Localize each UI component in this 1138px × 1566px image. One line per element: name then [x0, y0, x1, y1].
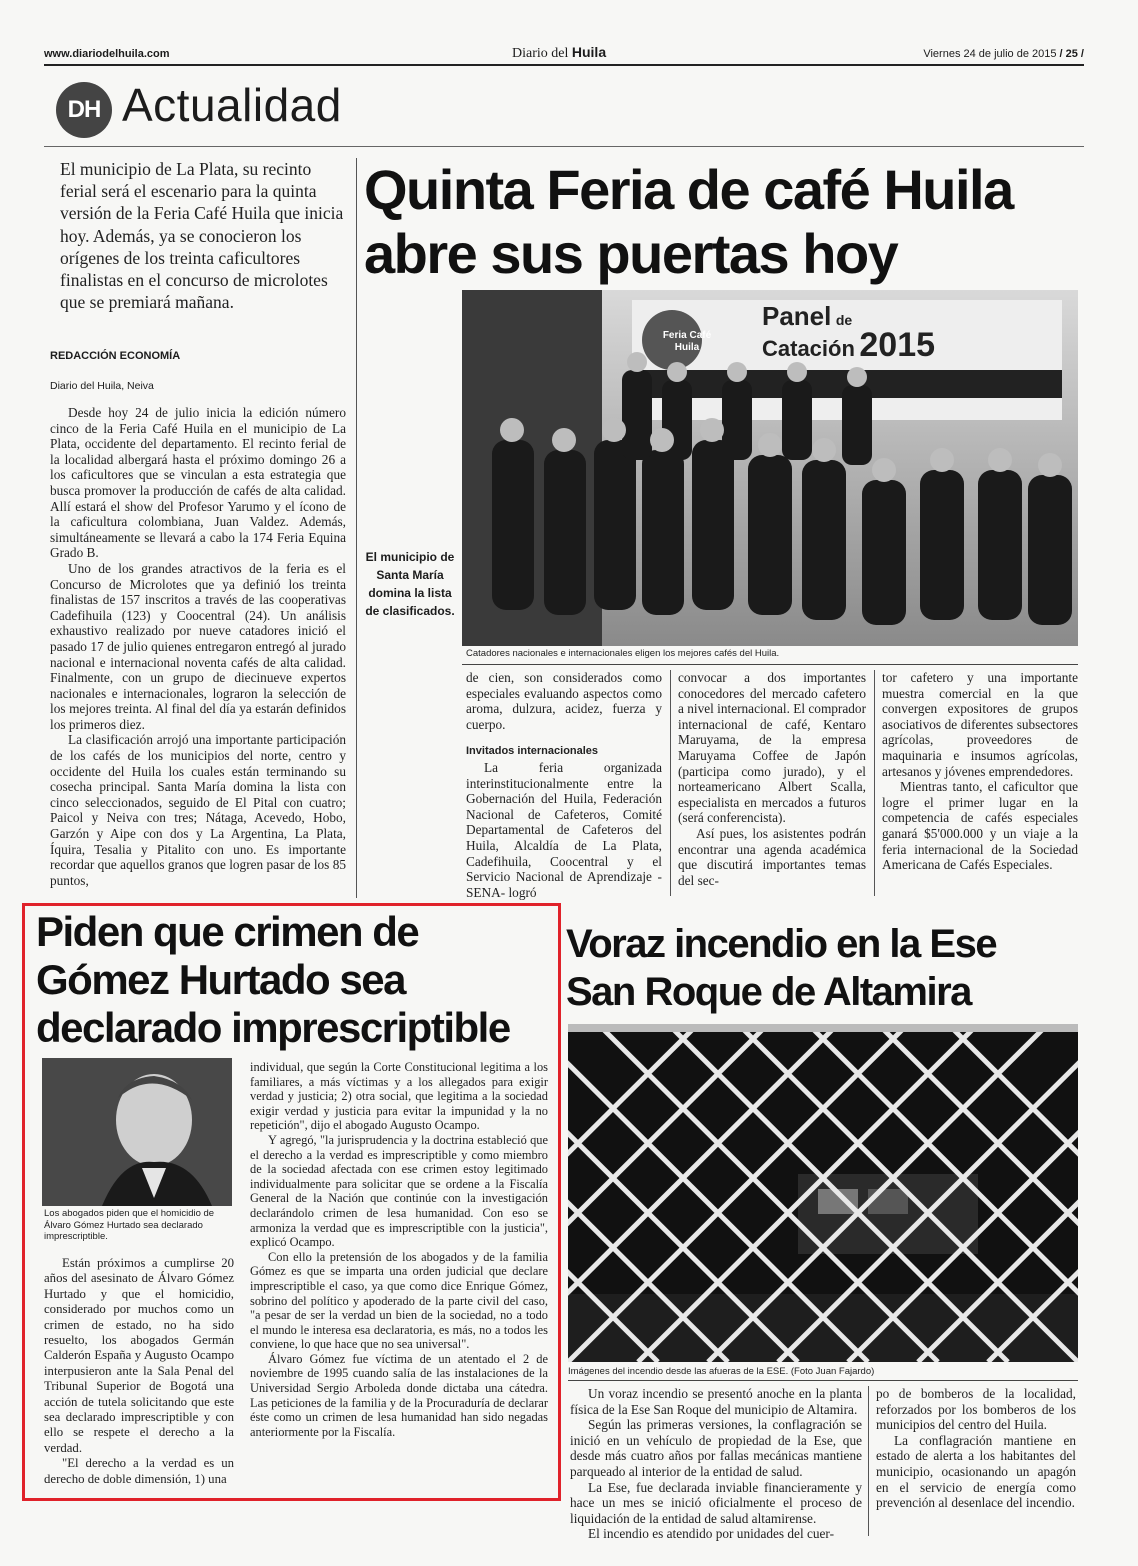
feria-lead: El municipio de La Plata, su recinto ferial será el escenario para la quinta versión de la Feria Café Huila que inicia hoy. Además, ya se conocieron los orígenes de los treinta caficultores finalistas en el concurso de microlotes que se premiará mañana.	[60, 159, 344, 313]
column-divider	[868, 1386, 869, 1536]
masthead-prefix: Diario del	[512, 46, 572, 61]
gomez-column-2	[250, 1060, 548, 1439]
paragraph: La conflagración mantiene en estado de alerta a los habitantes del municipio, ocasionando un apagón en el servicio de energía como prevención al desenlace del incendio.	[876, 1432, 1076, 1511]
caption-rule	[462, 664, 1078, 665]
feria-headline	[364, 158, 1064, 286]
paragraph: po de bomberos de la localidad, reforzados por los bomberos de los municipios del centro del Huila.	[876, 1386, 1076, 1433]
column-divider	[356, 158, 357, 898]
feria-photo	[462, 290, 1078, 646]
incendio-photo-caption: Imágenes del incendio desde las afueras de la ESE. (Foto Juan Fajardo)	[568, 1366, 875, 1377]
paragraph: Y agregó, "la jurisprudencia y la doctrina estableció que el derecho a la verdad es imprescriptible y como miembro de la sociedad afectada con ese crimen estoy legitimado individualmente para solicitar que se ordene a la Fiscalía General de la Nación que continúe con la investigación declarándolo crimen de lesa humanidad. Con eso se armoniza la verdad que es imprescriptible con la justicia", explicó Ocampo.	[250, 1132, 548, 1250]
incendio-headline	[566, 920, 1086, 1016]
banner-text-de: de	[835, 312, 853, 328]
issue-date	[923, 48, 1084, 60]
masthead-bold: Huila	[571, 44, 607, 60]
paragraph: Álvaro Gómez fue víctima de un atentado el 2 de noviembre de 1995 cuando salía de las instalaciones de la Universidad Sergio Arboleda donde dictaba una cátedra. Las peticiones de la familia y de la Procuraduría de declarar éste como un crimen de lesa humanidad han sido negadas anteriormente por la Fiscalía.	[250, 1351, 548, 1439]
feria-headline-line-2: abre sus puertas hoy	[364, 222, 898, 285]
portrait-illustration	[42, 1058, 232, 1206]
page-number: / 25 /	[1059, 48, 1084, 60]
feria-headline-line-1: Quinta Feria de café Huila	[364, 158, 1013, 221]
section-title: Actualidad	[122, 79, 342, 131]
paragraph: Están próximos a cumplirse 20 años del asesinato de Álvaro Gómez Hurtado y que el homicidio, considerado por muchos como un crimen de estado, no ha sido resuelto, los abogados Germán Calderón España y Augusto Ocampo interpusieron ante la Sala Penal del Tribunal Superior de Bogotá una acción de tutela solicitando que este sea declarado imprescriptible y con ello se respete el derecho a la verdad.	[44, 1256, 234, 1455]
masthead	[512, 44, 606, 62]
header-rule	[44, 64, 1084, 66]
feria-byline: REDACCIÓN ECONOMÍA	[50, 350, 181, 362]
fence-illustration	[568, 1024, 1078, 1362]
gomez-headline-line-3: declarado imprescriptible	[36, 1004, 510, 1051]
paragraph: Con ello la pretensión de los abogados y de la familia Gómez es que se imparta una orden judicial que declare imprescriptible el caso, ya que como dice Enrique Gómez, sobrino del político y apoderado de la parte civil del caso, "a pesar de ser la verdad un bien de la sociedad, no a todo el mundo le interesa esa declaratoria, es más, no a todos les conviene, lo que hace que no sea universal".	[250, 1249, 548, 1352]
incendio-column-2	[876, 1386, 1076, 1511]
gomez-photo	[42, 1058, 232, 1206]
paragraph: individual, que según la Corte Constitucional legitima a los familiares, a más víctimas y a los allegados para exigir verdad y justicia; 2) otra social, que legitima a la sociedad exigir verdad y justicia para evitar la impunidad y la no repetición", dijo el abogado Augusto Ocampo.	[250, 1060, 548, 1133]
feria-photo-caption: Catadores nacionales e internacionales eligen los mejores cafés del Huila.	[466, 648, 780, 659]
paragraph: Así pues, los asistentes podrán encontrar una agenda académica que discutirá importantes temas del sec-	[678, 825, 866, 888]
gomez-headline	[36, 908, 558, 1052]
incendio-headline-line-1: Voraz incendio en la Ese	[566, 922, 997, 966]
feria-column-1	[50, 405, 346, 888]
pullquote: El municipio de Santa María domina la lista de clasificados.	[365, 550, 455, 618]
caption-rule	[568, 1380, 1078, 1381]
gomez-column-1	[44, 1256, 234, 1487]
gomez-photo-caption: Los abogados piden que el homicidio de Álvaro Gómez Hurtado sea declarado imprescriptible.	[44, 1208, 215, 1242]
banner-text-catacion: Catación	[762, 336, 855, 361]
paragraph: Según las primeras versiones, la conflagración se inició en un vehículo de propiedad de la Ese, que desde más cuatro años por fallas mecánicas mantiene parqueado al interior de la entidad de salud.	[570, 1417, 862, 1479]
feria-column-2	[466, 670, 662, 900]
paragraph: tor cafetero y una importante muestra comercial en la que convergen expositores de grupos asociativos de diferentes subsectores agrícolas, proveedores de maquinaria e insumos agrícolas, artesanos y jóvenes emprendedores.	[882, 670, 1078, 779]
date-text: Viernes 24 de julio de 2015	[923, 48, 1057, 60]
paragraph: Un voraz incendio se presentó anoche en la planta física de la Ese San Roque del municipio de Altamira.	[570, 1386, 862, 1417]
incendio-photo	[568, 1024, 1078, 1362]
feria-logo: Feria Café Huila	[662, 330, 712, 353]
feria-column-4	[882, 670, 1078, 873]
incendio-headline-line-2: San Roque de Altamira	[566, 970, 971, 1014]
paragraph: "El derecho a la verdad es un derecho de doble dimensión, 1) una	[44, 1456, 234, 1486]
panel-banner	[762, 301, 936, 364]
paragraph: de cien, son considerados como especiales evaluando aspectos como aroma, dulzura, acidez, fuerza y cuerpo.	[466, 670, 662, 732]
paragraph: convocar a dos importantes conocedores del mercado cafetero a nivel internacional. El comprador internacional de café, Kentaro Maruyama, de la empresa Maruyama Coffee de Japón (participa como jurado), y el norteamericano Albert Scalla, especialista en mercados a futuros (será conferencista).	[678, 670, 866, 826]
paragraph: La clasificación arrojó una importante participación de los cafés de los municipios del norte, centro y occidente del Huila los cuales están terminando su cosecha principal. Santa María domina la lista con cinco seleccionados, seguido de El Pital con cuatro; Paicol y Neiva con tres; Nátaga, Acevedo, Hobo, Garzón y Aipe con dos y La Argentina, La Plata, Íquira, Tesalia y Pitalito con uno. Es importante recordar que aquellos granos que logren pasar de los 85 puntos,	[50, 732, 346, 888]
gomez-headline-line-1: Piden que crimen de	[36, 908, 419, 955]
paragraph: Uno de los grandes atractivos de la feria es el Concurso de Microlotes que ya definió los treinta finalistas de 157 inscritos a través de las cooperativas Cadefihuila (123) y Coocentral (24). Un análisis exhaustivo realizado por nueve catadores inició el pasado 17 de julio quienes entregaron entregó al jurado nacional e internacional noventa cafés de alta calidad. Finalmente, con un grupo de diecinueve expertos nacionales e internacionales, lograron la selección de los mejores treinta. Al final del día ya estarán definidos los primeros diez.	[50, 560, 346, 732]
paragraph: Mientras tanto, el caficultor que logre el primer lugar en la competencia de cafés especiales ganará $5'000.000 y un viaje a la feria internacional de la Sociedad Americana de Cafés Especiales.	[882, 779, 1078, 873]
subhead-invitados: Invitados internacionales	[466, 745, 599, 758]
feria-dateline: Diario del Huila, Neiva	[50, 380, 154, 392]
feria-column-3	[678, 670, 866, 888]
website-url: www.diariodelhuila.com	[44, 48, 170, 60]
page-header	[44, 44, 1084, 66]
banner-text-panel: Panel	[762, 301, 832, 331]
incendio-column-1	[570, 1386, 862, 1542]
column-divider	[670, 670, 671, 896]
paragraph: La Ese, fue declarada inviable financieramente y hace un mes se inició oficialmente el proceso de liquidación de la entidad de salud altamirense.	[570, 1479, 862, 1526]
paragraph: La feria organizada interinstitucionalmente entre la Gobernación del Huila, Federación Nacional de Cafeteros, Comité Departamental de Cafeteros del Huila, Alcaldía de La Plata, Cadefihuila, Coocentral y el Servicio Nacional de Aprendizaje -SENA- logró	[466, 759, 662, 900]
paragraph: El incendio es atendido por unidades del cuer-	[588, 1526, 835, 1542]
banner-text-year: 2015	[859, 326, 936, 364]
gomez-headline-line-2: Gómez Hurtado sea	[36, 956, 405, 1003]
column-divider	[874, 670, 875, 896]
paragraph: Desde hoy 24 de julio inicia la edición número cinco de la Feria Café Huila en el municipio de La Plata, occidente del departamento. El recinto ferial de la localidad albergará hasta el próximo domingo 26 a los caficultores que se vinculan a esta estrategia que busca promover la producción de cafés de alta calidad. Allí estará el show del Profesor Yarumo y el ícono de la caficultura colombiana, Juan Valdez. Además, simultáneamente se llevará a cabo la 174 Feria Equina Grado B.	[50, 405, 346, 561]
section-rule	[44, 146, 1084, 147]
dh-logo: DH	[56, 82, 112, 138]
